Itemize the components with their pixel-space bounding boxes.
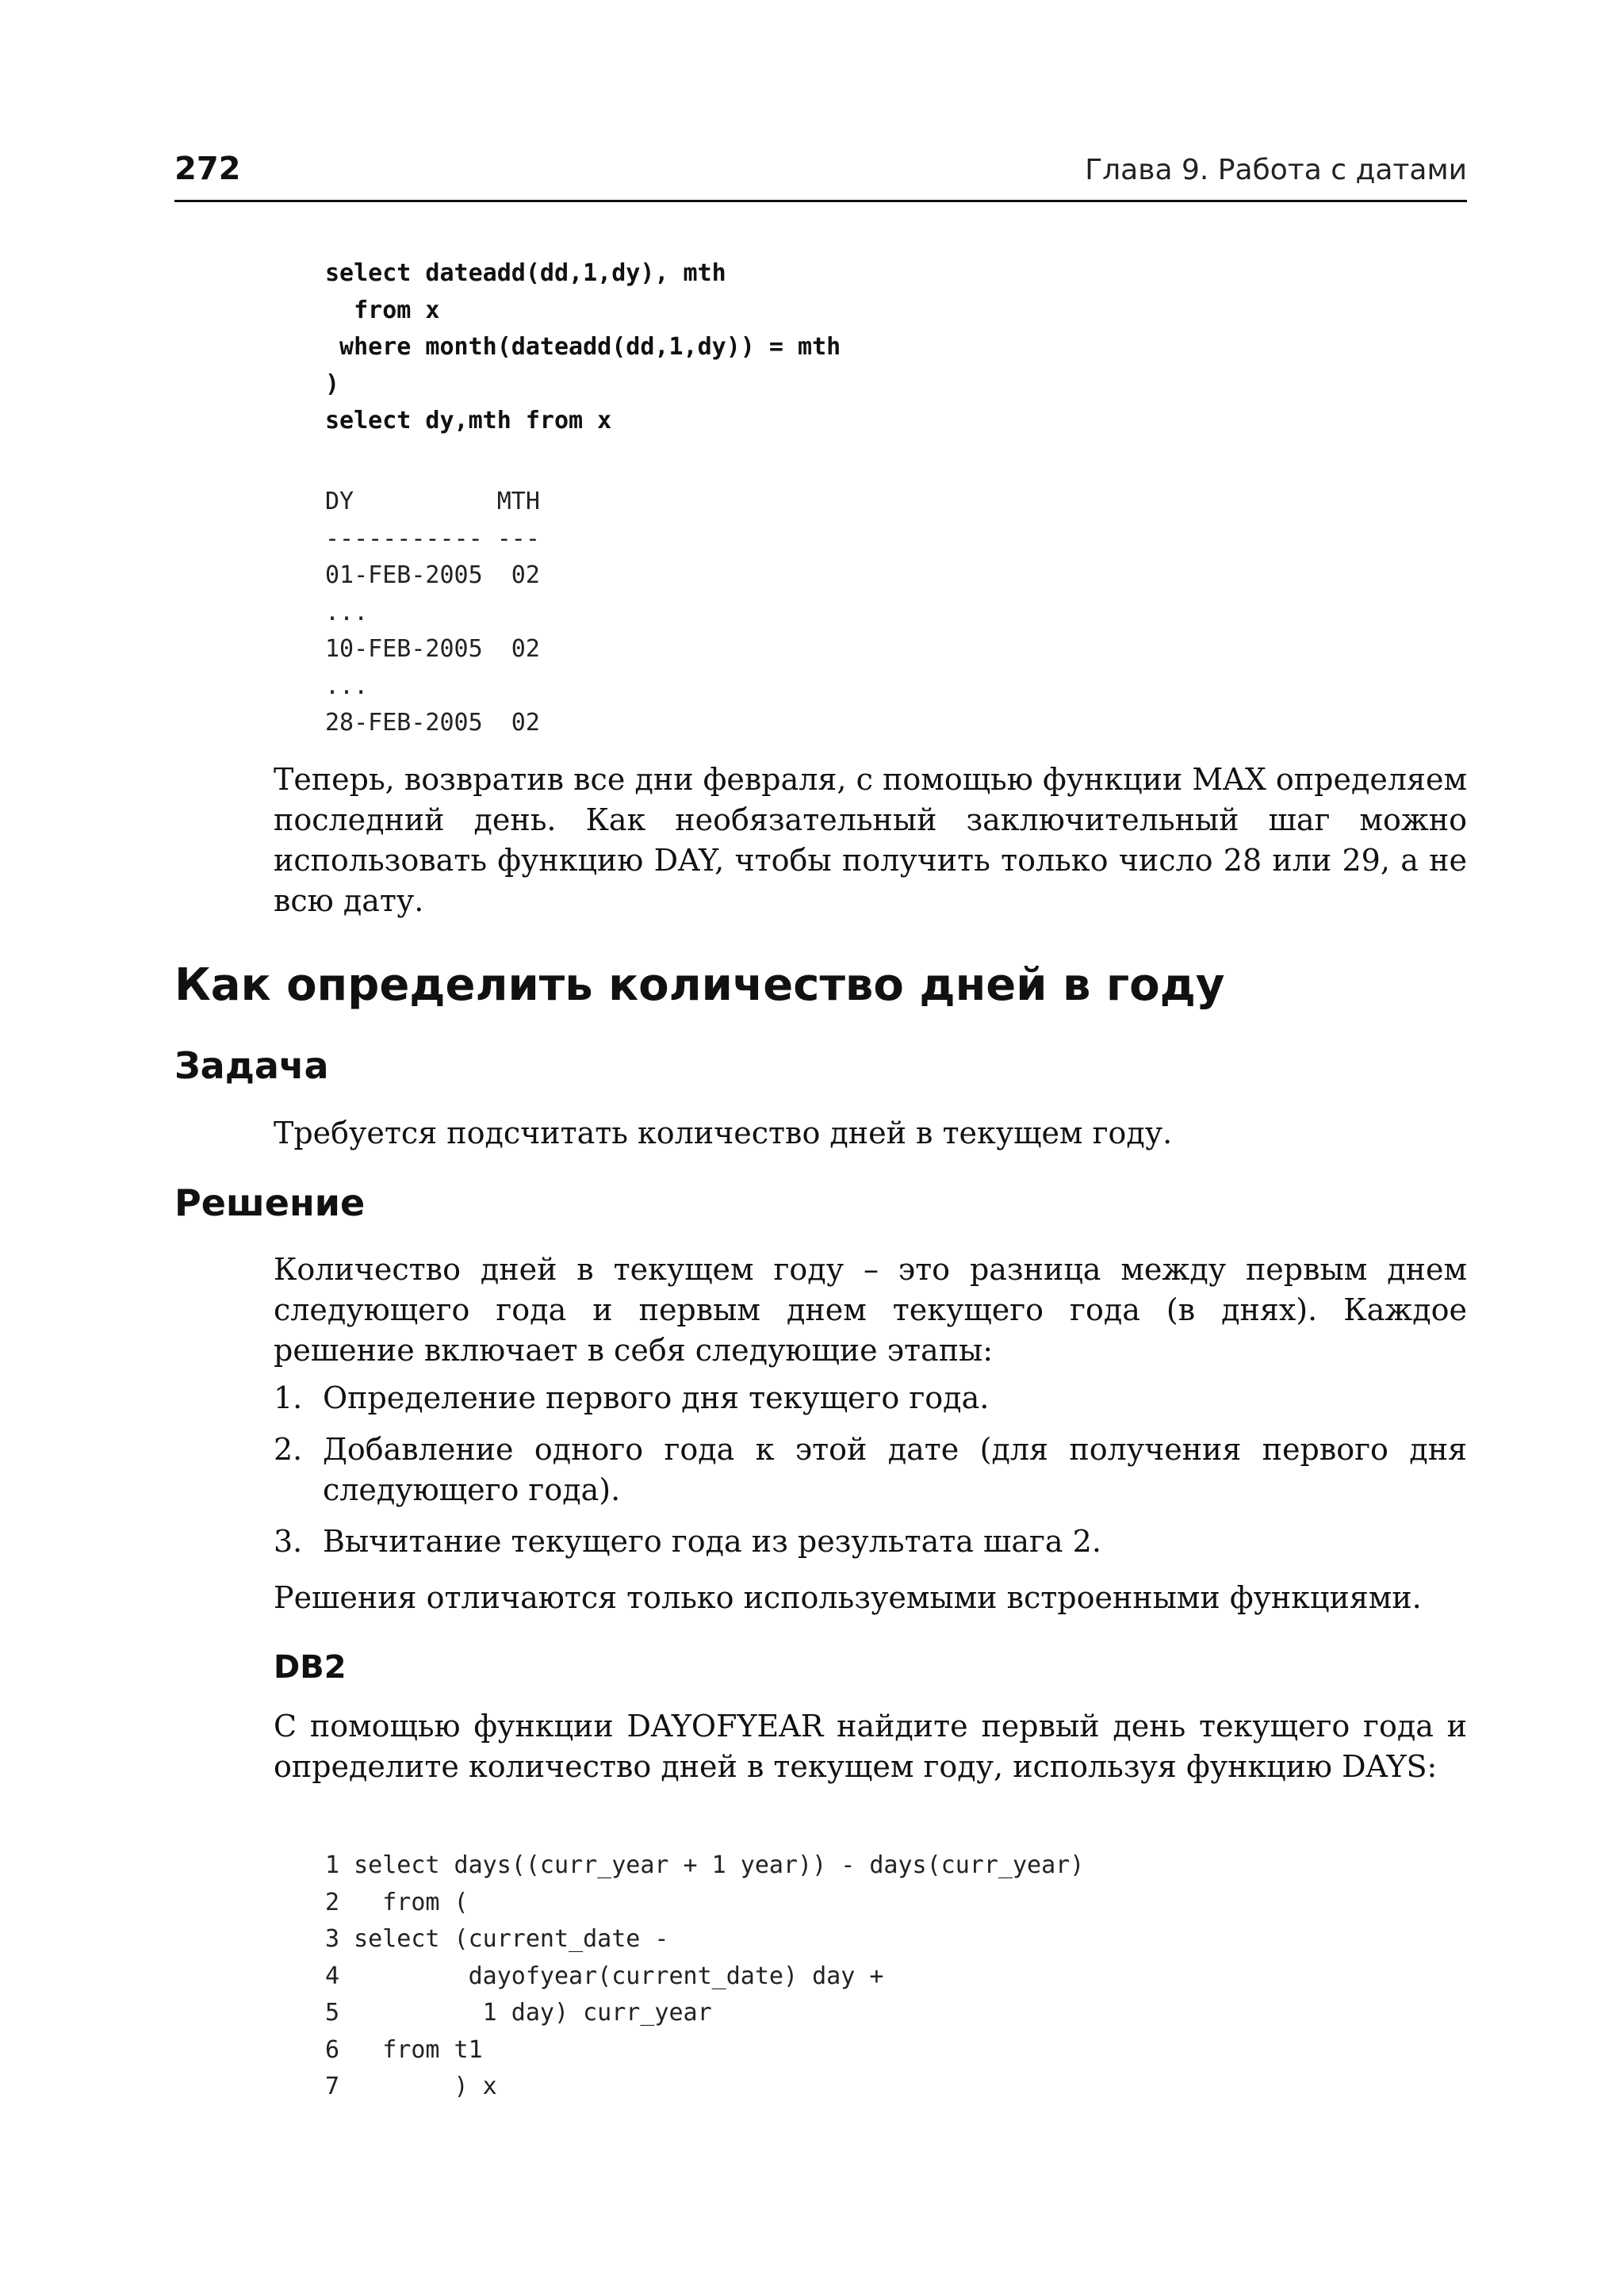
- db2-code-block: 1 select days((curr_year + 1 year)) - days(curr_year) 2 from ( 3 select (current_date - 4 dayofyear(current_date) day + 5 1 day) curr_year 6 from t1 7 ) x: [325, 1851, 1085, 2100]
- paragraph-max-explanation: Теперь, возвратив все дни февраля, с помощью функции MAX определяем последний день. Как необязательный заключительный шаг можно использовать функцию DAY, чтобы получить только число 28 или 29, а не всю дату.: [274, 762, 1467, 918]
- solution-heading: Решение: [174, 1181, 366, 1224]
- page-header: [174, 144, 1467, 202]
- solution-intro: Количество дней в текущем году – это разница между первым днем следующего года и первым днем текущего года (в днях). Каждое решение включает в себя следующие этапы:: [274, 1252, 1467, 1368]
- problem-text: Требуется подсчитать количество дней в текущем году.: [274, 1116, 1173, 1150]
- page-number: 272: [174, 151, 241, 187]
- db2-heading: DB2: [274, 1649, 347, 1686]
- db2-text: С помощью функции DAYOFYEAR найдите первый день текущего года и определите количество дней в текущем году, используя функцию DAYS:: [274, 1709, 1467, 1784]
- solution-outro: Решения отличаются только используемыми встроенными функциями.: [274, 1580, 1422, 1615]
- chapter-title: Глава 9. Работа с датами: [1085, 154, 1467, 186]
- result-table: DY MTH ----------- --- 01-FEB-2005 02 ... 10-FEB-2005 02 ... 28-FEB-2005 02: [325, 488, 540, 737]
- list-item: 3. Вычитание текущего года из результата шага 2.: [274, 1524, 1101, 1559]
- solution-steps: [274, 1378, 1467, 1573]
- list-item: 1. Определение первого дня текущего года.: [274, 1380, 990, 1415]
- list-item: 2. Добавление одного года к этой дате (для получения первого дня следующего года).: [274, 1432, 1467, 1507]
- section-title: Как определить количество дней в году: [174, 959, 1225, 1011]
- problem-heading: Задача: [174, 1044, 329, 1087]
- code-block-query: select dateadd(dd,1,dy), mth from x where month(dateadd(dd,1,dy)) = mth ) select dy,mth from x: [325, 259, 841, 434]
